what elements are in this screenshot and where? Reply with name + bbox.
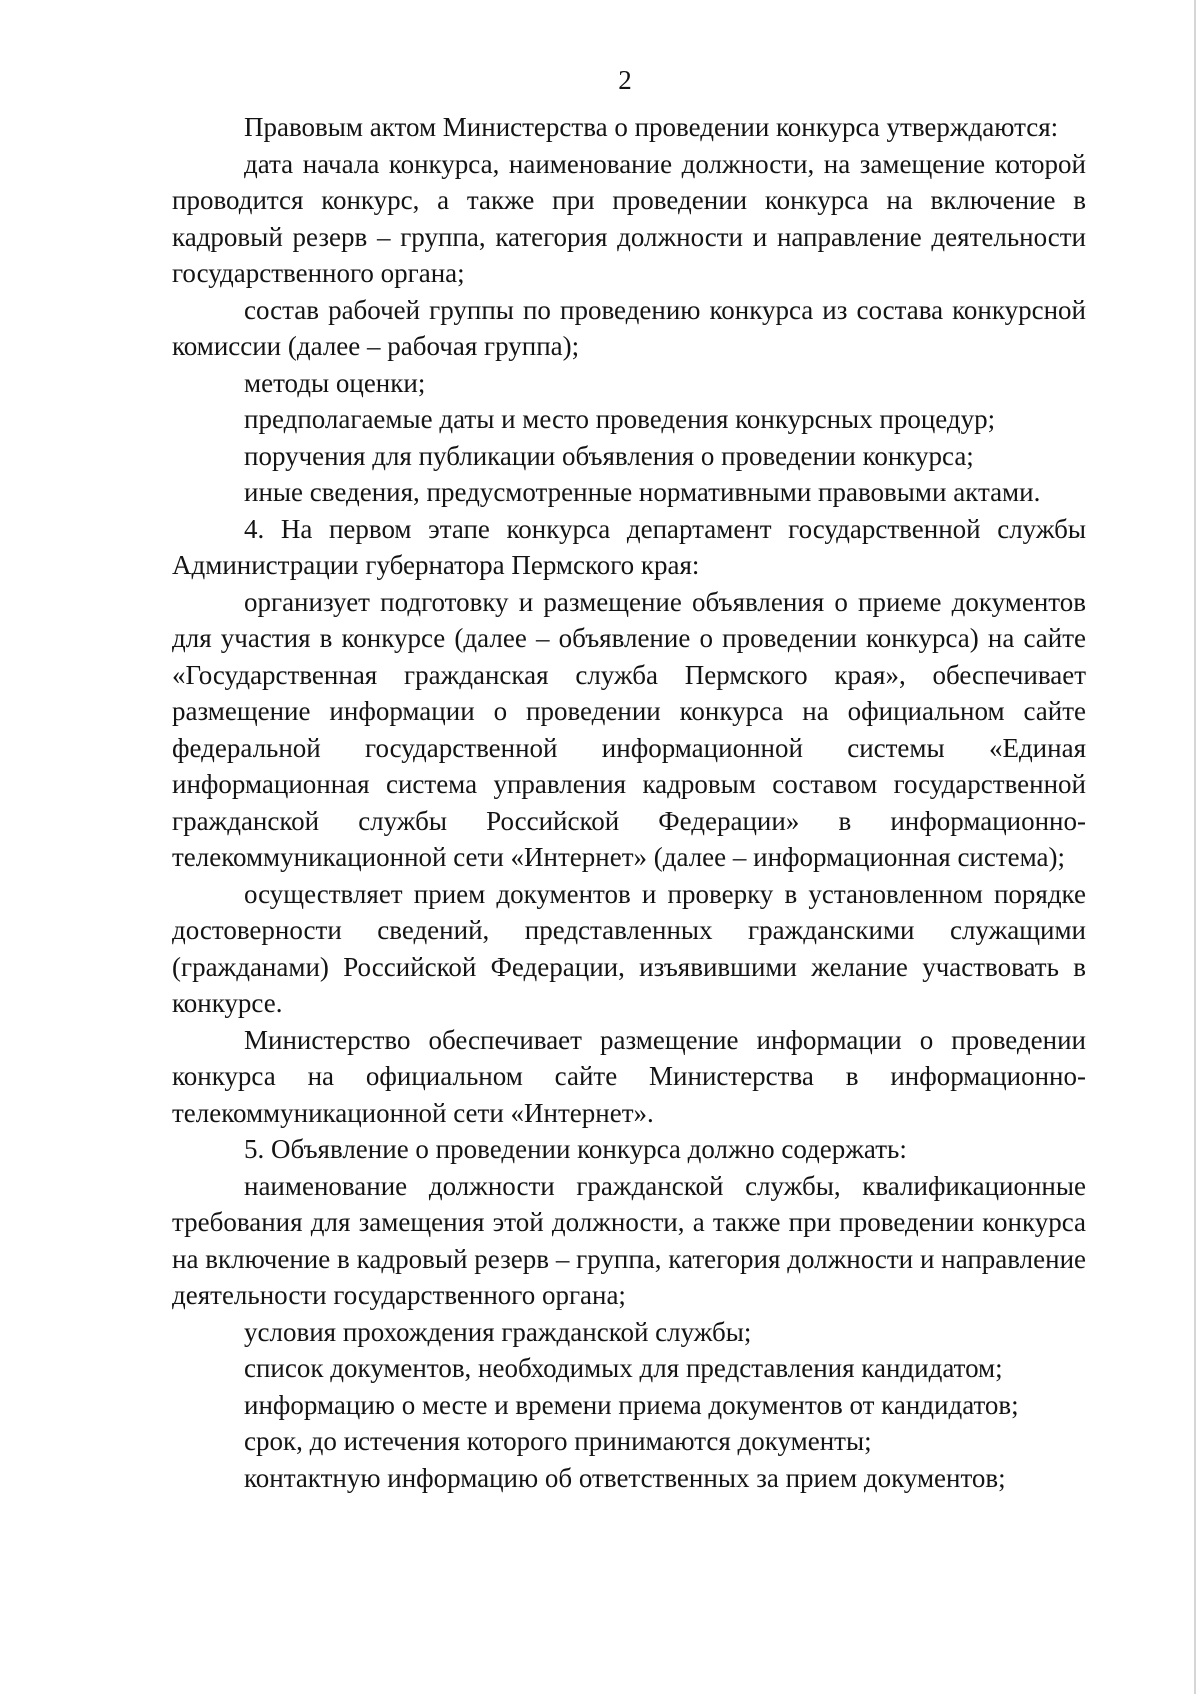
- paragraph-item: контактную информацию об ответственных за прием документов;: [244, 1462, 1006, 1493]
- document-body: [172, 109, 1086, 1496]
- paragraph-item: организует подготовку и размещение объявления о приеме документов для участия в конкурсе (далее – объявление о проведении конкурса) на сайте «Государственная гражданская служба Пермского края», обеспечивает размещение информации о проведении конкурса на официальном сайте федеральной государственной информационной системы «Единая информационная система управления кадровым составом государственной гражданской службы Российской Федерации» в информационно-телекоммуникационной сети «Интернет» (далее – информационная система);: [172, 586, 1086, 872]
- paragraph-item: условия прохождения гражданской службы;: [244, 1316, 752, 1347]
- page-edge-divider: [1194, 0, 1196, 1694]
- paragraph-item: предполагаемые даты и место проведения конкурсных процедур;: [244, 404, 996, 434]
- paragraph-item: состав рабочей группы по проведению конкурса из состава конкурсной комиссии (далее – рабочая группа);: [172, 294, 1086, 361]
- paragraph-item: информацию о месте и времени приема документов от кандидатов;: [244, 1389, 1019, 1420]
- paragraph-item: наименование должности гражданской службы, квалификационные требования для замещения этой должности, а также при проведении конкурса на включение в кадровый резерв – группа, категория должности и направление деятельности государственного органа;: [172, 1170, 1086, 1310]
- paragraph-intro: Правовым актом Министерства о проведении конкурса утверждаются:: [244, 112, 1059, 142]
- paragraph-item: иные сведения, предусмотренные нормативными правовыми актами.: [244, 477, 1041, 507]
- paragraph-section-4: 4. На первом этапе конкурса департамент государственной службы Администрации губернатора Пермского края:: [172, 513, 1086, 580]
- paragraph-item: Министерство обеспечивает размещение информации о проведении конкурса на официальном сайте Министерства в информационно-телекоммуникационной сети «Интернет».: [172, 1024, 1086, 1128]
- paragraph-item: дата начала конкурса, наименование должности, на замещение которой проводится конкурс, а также при проведении конкурса на включение в кадровый резерв – группа, категория должности и направление деятельности государственного органа;: [172, 148, 1086, 288]
- paragraph-item: методы оценки;: [244, 367, 426, 398]
- paragraph-item: осуществляет прием документов и проверку в установленном порядке достоверности сведений, представленных гражданскими служащими (гражданами) Российской Федерации, изъявившими желание участвовать в конкурсе.: [172, 878, 1086, 1018]
- paragraph-item: список документов, необходимых для представления кандидатом;: [244, 1353, 1003, 1383]
- paragraph-item: поручения для публикации объявления о проведении конкурса;: [244, 440, 974, 471]
- paragraph-item: срок, до истечения которого принимаются документы;: [244, 1426, 872, 1456]
- paragraph-section-5: 5. Объявление о проведении конкурса должно содержать:: [244, 1134, 907, 1164]
- page-number: 2: [618, 65, 632, 95]
